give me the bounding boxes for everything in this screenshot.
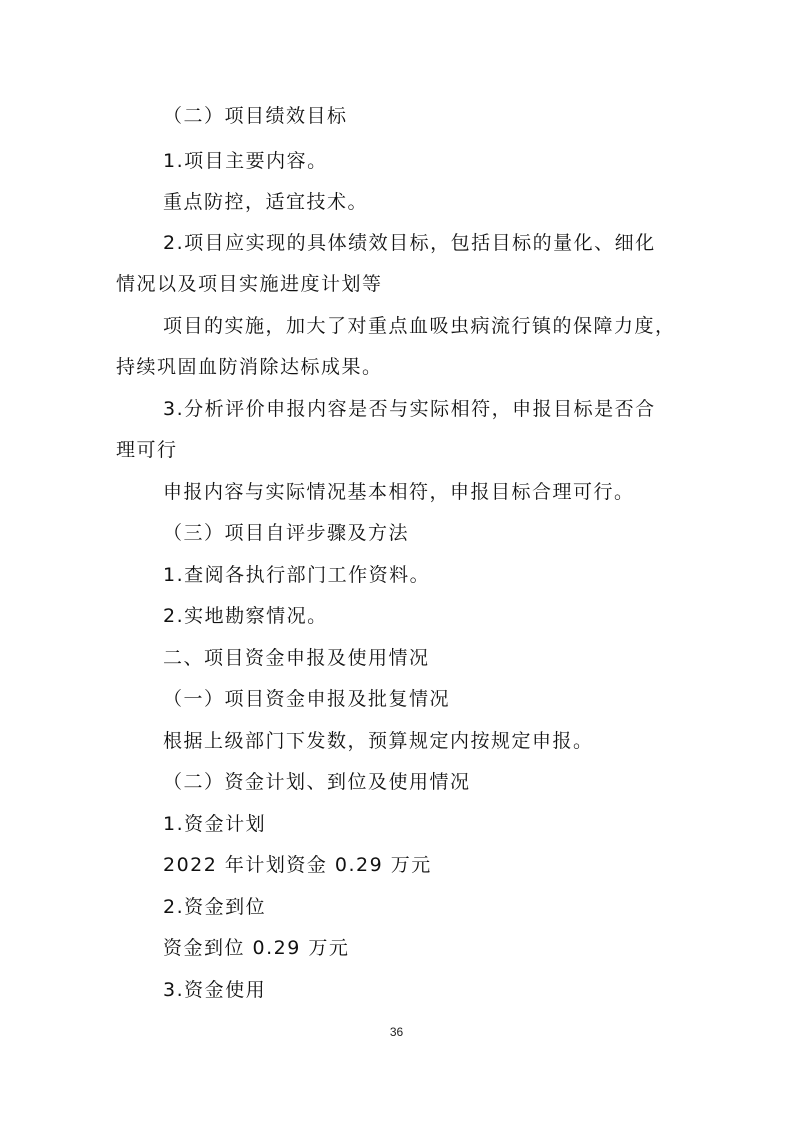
- item-performance-targets: 2.项目应实现的具体绩效目标，包括目标的量化、细化: [163, 232, 656, 254]
- paragraph: 项目的实施，加大了对重点血吸虫病流行镇的保障力度，: [163, 315, 676, 337]
- paragraph: 2022 年计划资金 0.29 万元: [163, 854, 432, 876]
- page-number: 36: [389, 1025, 404, 1039]
- section-heading-funds: 二、项目资金申报及使用情况: [163, 647, 430, 669]
- heading-fund-plan: （二）资金计划、到位及使用情况: [163, 771, 471, 793]
- paragraph-cont: 持续巩固血防消除达标成果。: [116, 356, 383, 378]
- paragraph: 根据上级部门下发数，预算规定内按规定申报。: [163, 730, 594, 752]
- item-performance-targets-cont: 情况以及项目实施进度计划等: [116, 273, 383, 295]
- paragraph: 资金到位 0.29 万元: [163, 937, 350, 959]
- item-analysis-cont: 理可行: [116, 439, 178, 461]
- list-item: 2.资金到位: [163, 896, 267, 918]
- paragraph: 重点防控，适宜技术。: [163, 191, 369, 213]
- list-item: 1.资金计划: [163, 813, 267, 835]
- heading-self-evaluation: （三）项目自评步骤及方法: [163, 522, 410, 544]
- item-main-content: 1.项目主要内容。: [163, 150, 328, 172]
- list-item: 3.资金使用: [163, 979, 267, 1001]
- list-item: 1.查阅各执行部门工作资料。: [163, 564, 431, 586]
- item-analysis: 3.分析评价申报内容是否与实际相符，申报目标是否合: [163, 398, 656, 420]
- list-item: 2.实地勘察情况。: [163, 605, 328, 627]
- heading-fund-application: （一）项目资金申报及批复情况: [163, 688, 451, 710]
- heading-performance-goals: （二）项目绩效目标: [163, 105, 348, 127]
- paragraph: 申报内容与实际情况基本相符，申报目标合理可行。: [163, 481, 635, 503]
